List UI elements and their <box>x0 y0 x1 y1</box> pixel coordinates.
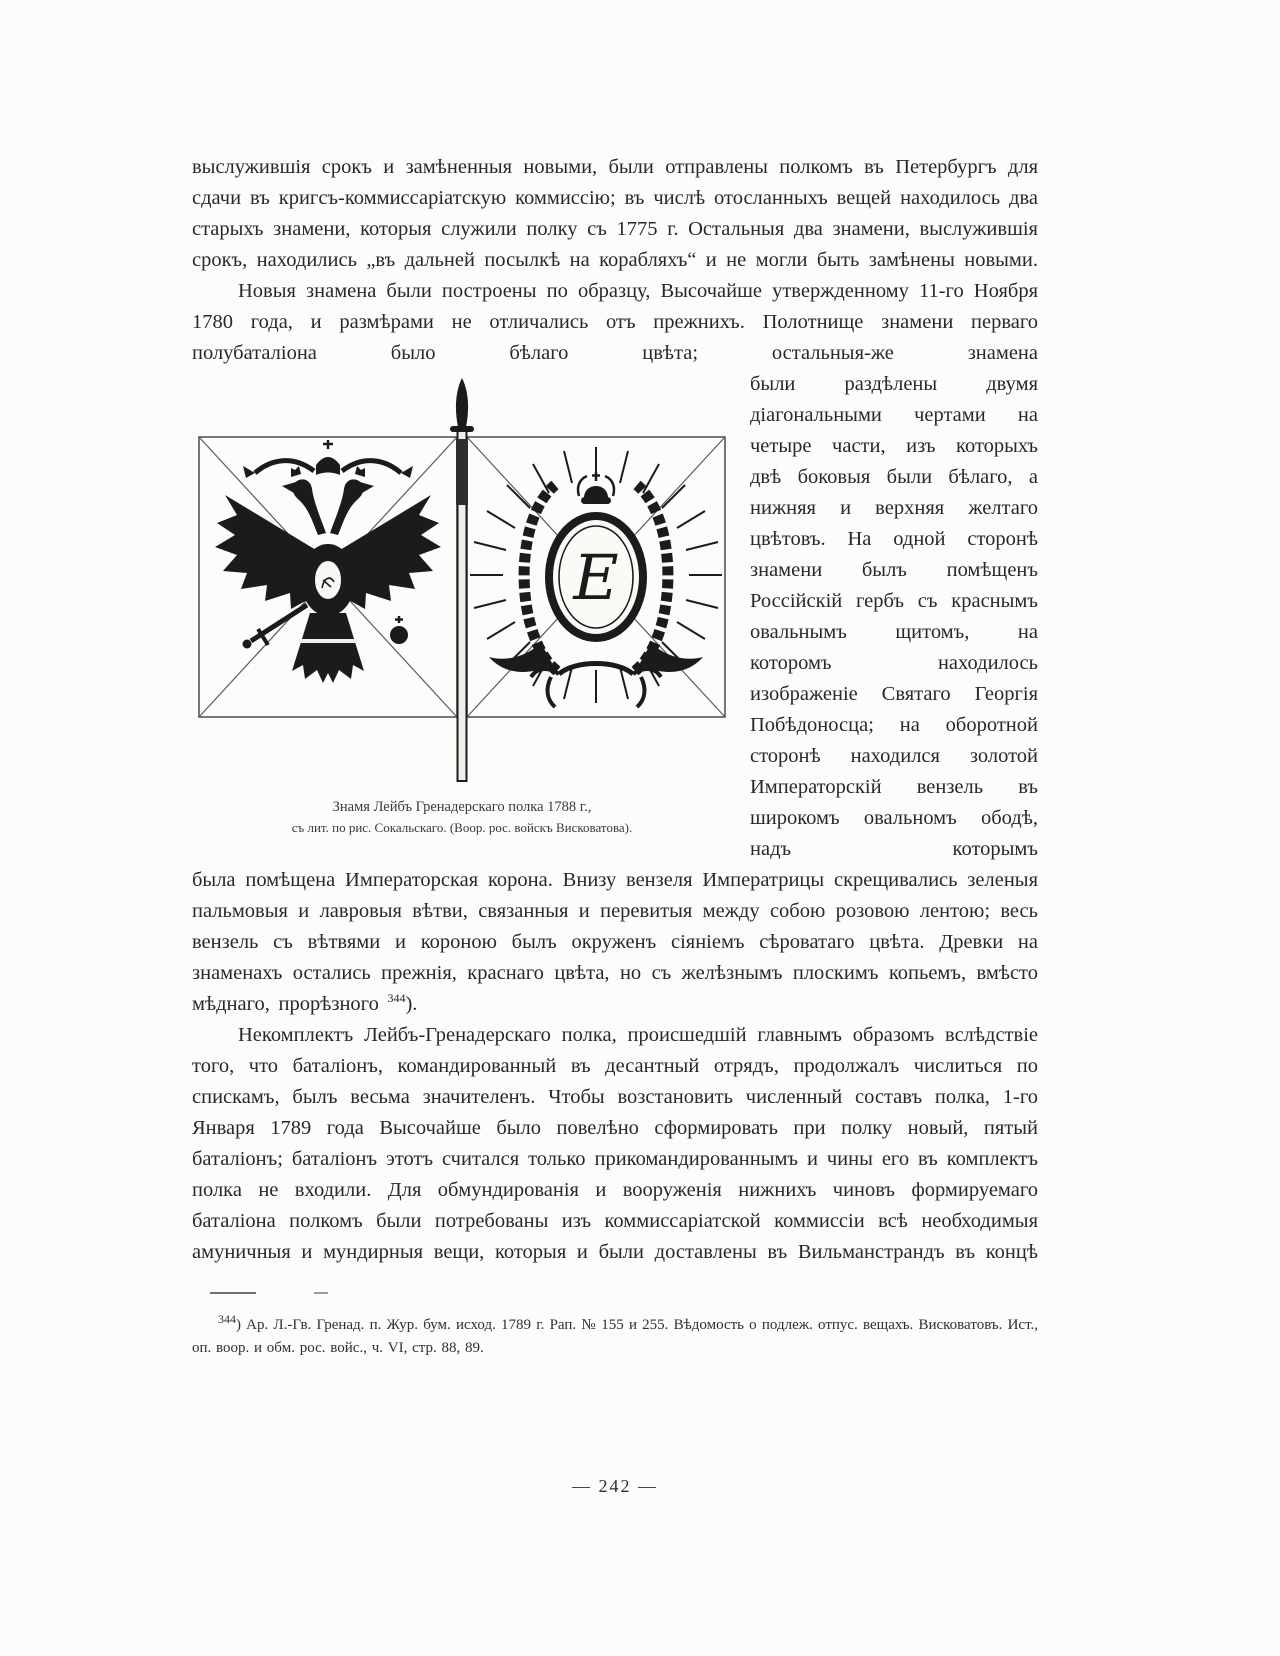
flag-sleeve <box>456 439 468 505</box>
paragraph-old-flags: выслужившія срокъ и замѣненныя новыми, были отправлены полкомъ въ Петербургъ для сдачи въ кригсъ-коммиссаріатскую коммиссію; въ числѣ отосланныхъ вещей находилось два старыхъ знамени, которыя служили полку съ 1775 г. Остальныя два знамени, выслужившія срокъ, находились „въ дальней посылкѣ на корабляхъ“ и не могли быть замѣнены новыми. <box>192 156 1038 271</box>
flag-engraving <box>195 375 730 785</box>
footnote-body: ) Ар. Л.-Гв. Гренад. п. Жур. бум. исход. 1789 г. Рап. № 155 и 255. Вѣдомость о подлеж. отпус. вещахъ. Висковатовъ. Ист., оп. воор. и обм. рос. войс., ч. VI, стр. 88, 89. <box>192 1317 1038 1356</box>
figure-caption <box>192 797 732 837</box>
small-crown-icon <box>577 472 613 504</box>
paragraph-flag-wrap: были раздѣлены двумя діагональными чертами на четыре части, изъ которыхъ двѣ боковыя были бѣлаго, а нижняя и верхняя желтаго цвѣтовъ. На одной сторонѣ знамени былъ помѣщенъ Россійскій гербъ съ краснымъ овальнымъ щитомъ, на которомъ находилось изображеніе Святаго Георгія Побѣдоносца; на оборотной сторонѣ находился золотой Императорскій вензель въ широкомъ овальномъ ободѣ, надъ которымъ <box>750 373 1038 860</box>
imperial-crown-icon <box>316 457 340 475</box>
footnote-reference: 344 <box>387 991 406 1006</box>
caption-line-2: съ лит. по рис. Сокальскаго. (Воор. рос. войскъ Висковатова). <box>291 820 633 835</box>
flag-pole <box>450 378 474 781</box>
double-eagle-emblem <box>215 440 441 683</box>
footnote <box>192 1314 1038 1360</box>
footnote-rule <box>210 1292 256 1294</box>
page-number: — 242 — <box>572 1476 658 1496</box>
scepter-icon <box>251 605 307 641</box>
spearhead-icon <box>455 378 467 427</box>
flag-figure <box>192 375 732 837</box>
text-block <box>192 152 1038 1360</box>
paragraph-tail: ). <box>405 993 418 1015</box>
paragraph-nekomplekt: Некомплектъ Лейбъ-Гренадерскаго полка, происшедшій главнымъ образомъ вслѣдствіе того, что баталіонъ, командированный въ десантный отрядъ, продолжалъ числиться по спискамъ, былъ весьма значителенъ. Чтобы возстановить численный составъ полка, 1-го Января 1789 года Высочайше было повелѣно сформировать при полку новый, пятый баталіонъ; баталіонъ этотъ считался только прикомандированнымъ и чины его въ комплектъ полка не входили. Для обмундированія и вооруженія нижнихъ чиновъ формируемаго баталіона полкомъ были потребованы изъ коммиссаріатской коммиссіи всѣ необходимыя амуничныя и мундирныя вещи, которыя и были доставлены въ Вильманстрандъ въ концѣ <box>192 1024 1038 1263</box>
paragraph-new-flags-start: Новыя знамена были построены по образцу, Высочайше утвержденному 11-го Ноября 1780 года, и размѣрами не отличались отъ прежнихъ. Полотнище знамени перваго полубаталіона было бѣлаго цвѣта; остальныя-же знамена <box>192 280 1038 364</box>
footnote-block <box>192 1292 1038 1360</box>
orb-icon <box>390 626 408 644</box>
caption-line-1: Знамя Лейбъ Гренадерскаго полка 1788 г., <box>332 799 592 815</box>
footnote-marker: 344 <box>218 1312 236 1326</box>
footnote-separator <box>210 1292 1038 1294</box>
paragraph-text: была помѣщена Императорская корона. Внизу вензеля Императрицы скрещивались зеленыя пальмовыя и лавровыя вѣтви, связанныя и перевитыя между собою розовою лентою; весь вензель съ вѣтвями и короною былъ окруженъ сіяніемъ сѣроватаго цвѣта. Древки на знаменахъ остались прежнія, краснаго цвѣта, но съ желѣзнымъ плоскимъ копьемъ, вмѣсто мѣднаго, прорѣзного <box>192 869 1038 1015</box>
red-oval-shield <box>314 560 342 600</box>
footnote-rule-small <box>314 1292 328 1294</box>
paragraph-flag-description-end <box>192 865 1038 1020</box>
monogram-letter: Е <box>572 541 619 614</box>
monogram-emblem <box>470 447 722 707</box>
